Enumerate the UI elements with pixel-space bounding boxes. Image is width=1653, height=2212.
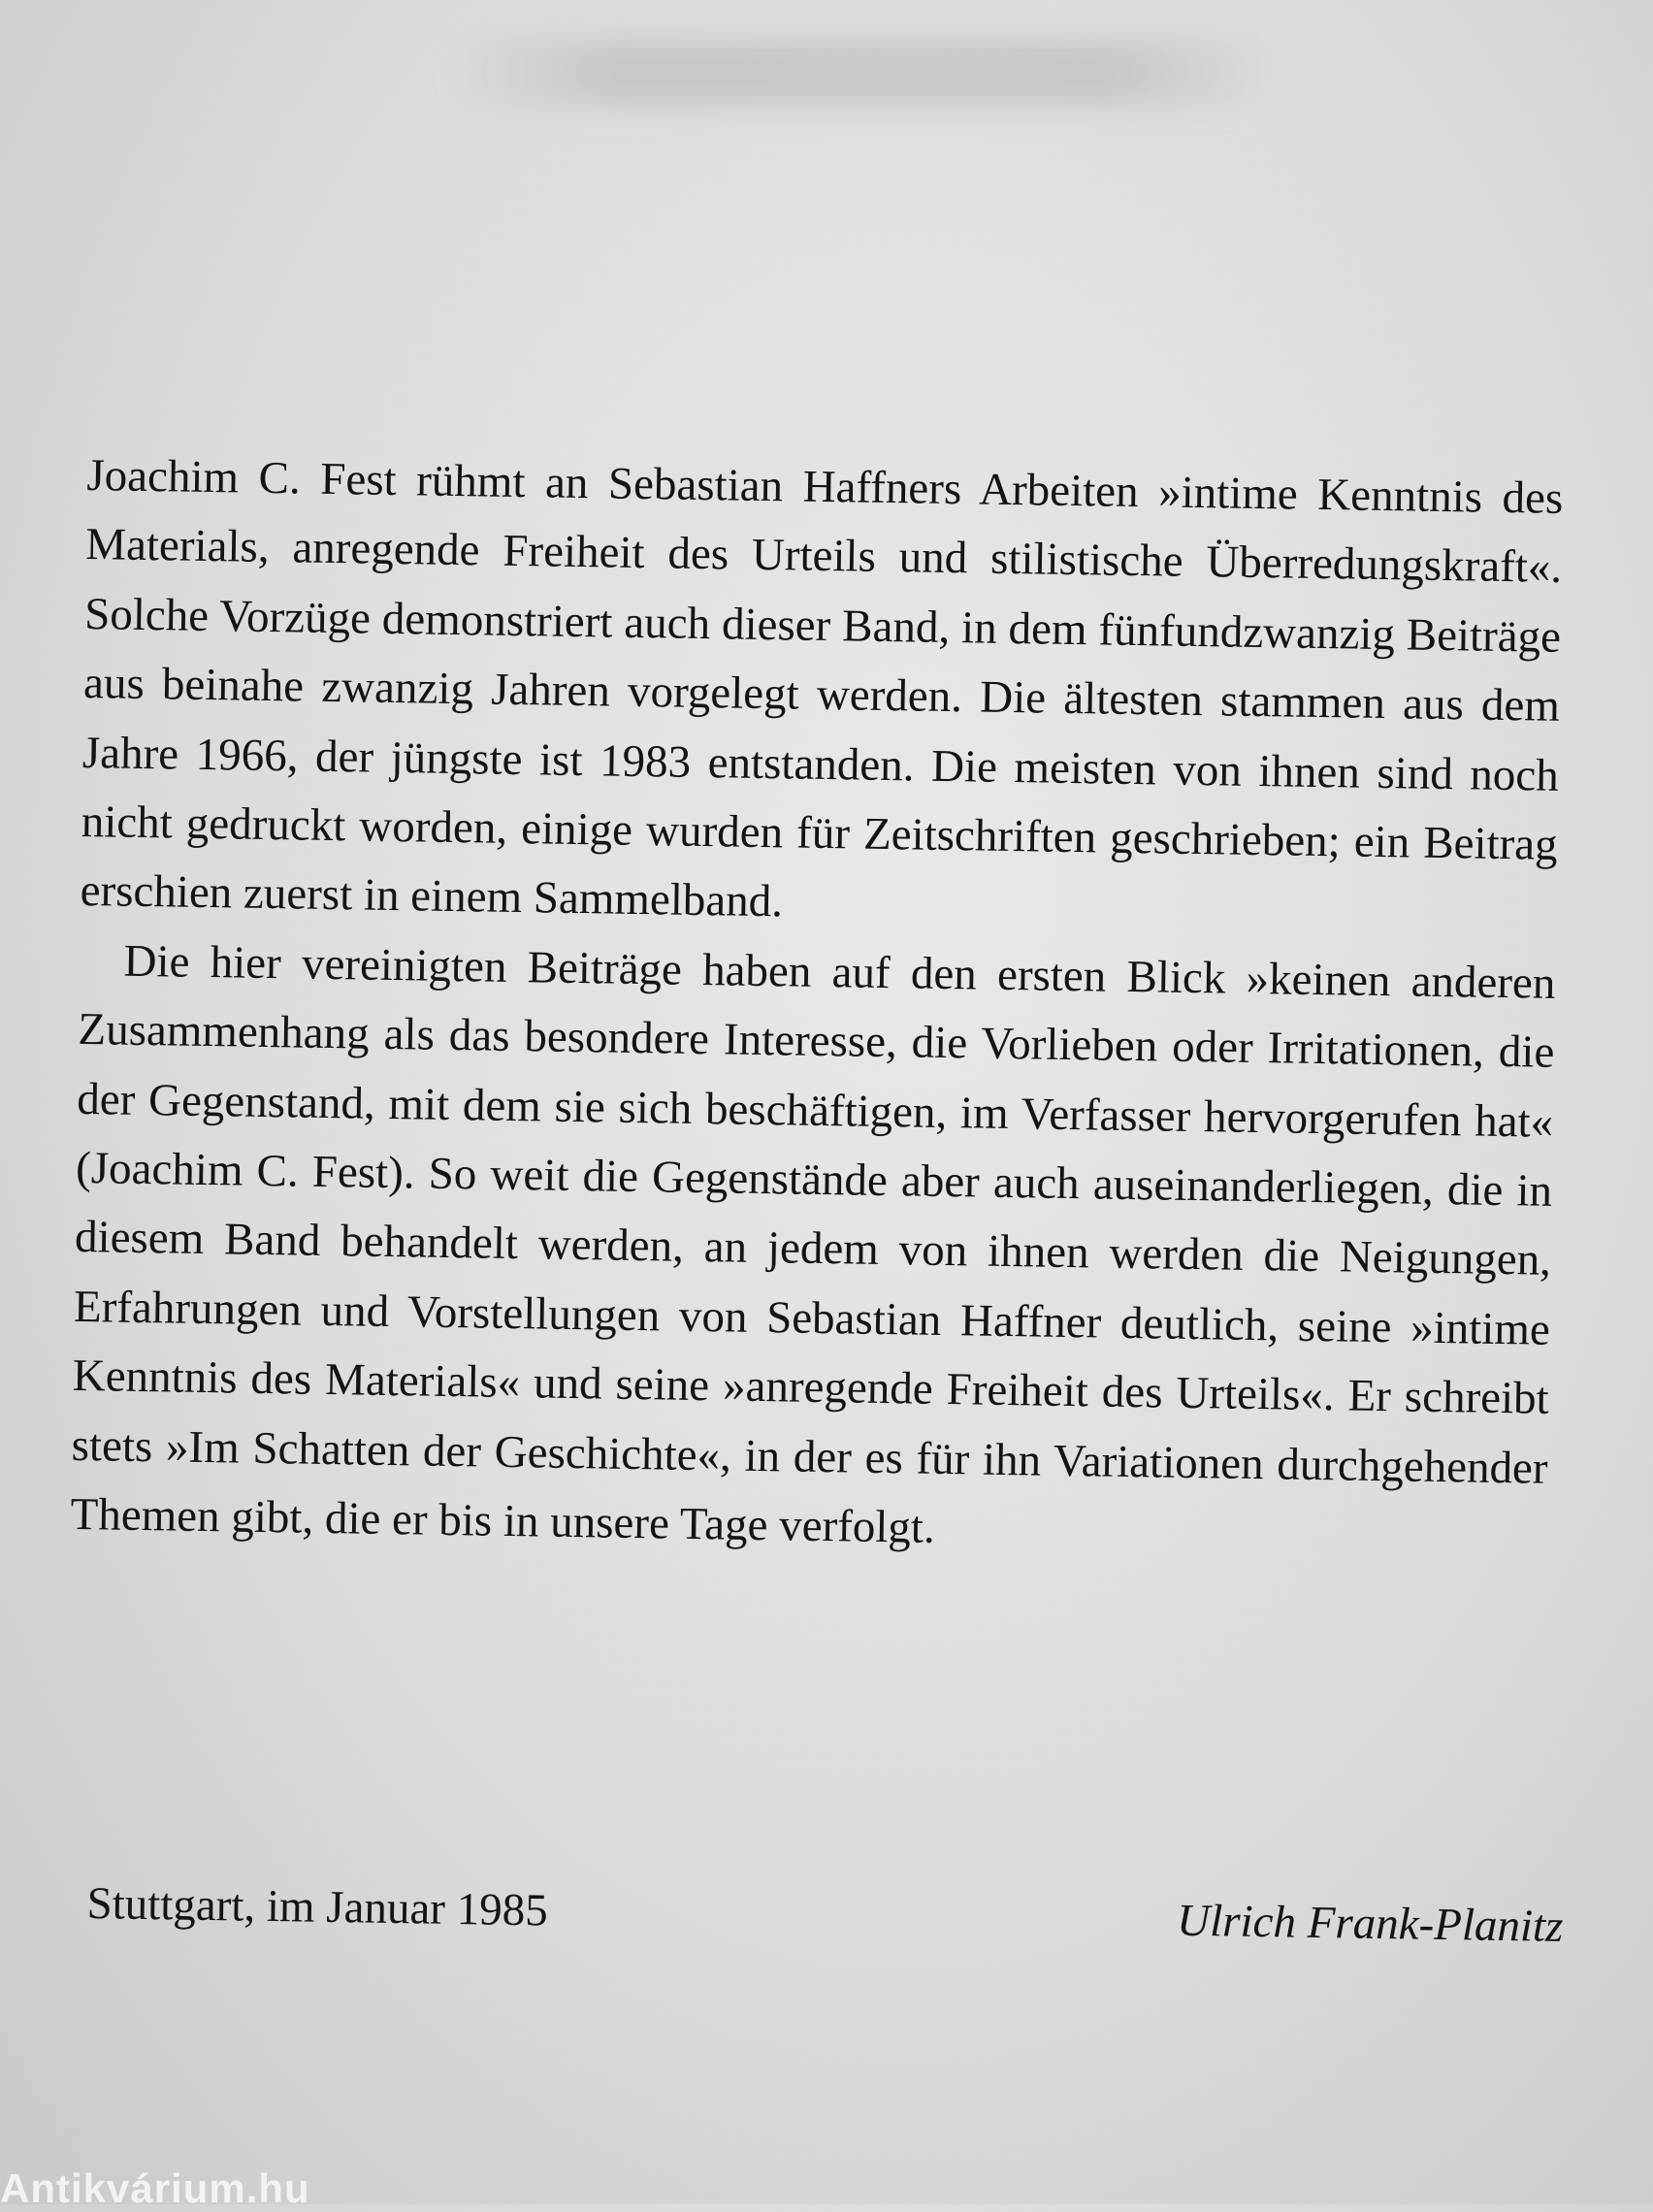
author-name: Ulrich Frank-Planitz [1176, 1895, 1564, 1952]
paragraph-1: Joachim C. Fest rühmt an Sebastian Haffners Arbeiten »intime Kenntnis des Materials, anregende Freiheit des Urteils und stilistische Überredungskraft«. Solche Vorzüge demonstriert auch dieser Band, in dem fünfundzwanzig Beiträge aus beinahe zwanzig Jahren vorgelegt werden. Die ältesten stammen aus dem Jahre 1966, der jüngste ist 1983 entstanden. Die meisten von ihnen sind noch nicht gedruckt worden, einige wurden für Zeitschriften geschrieben; ein Beitrag erschien zuerst in einem Sammelband. [80, 449, 1564, 927]
foreword-body [70, 441, 1564, 1573]
bleed-through-heading [446, 39, 1280, 107]
paragraph-2: Die hier vereinigten Beiträge haben auf den ersten Blick »keinen anderen Zusammenhang als das besondere Interesse, die Vorlieben oder Irritationen, die der Gegenstand, mit dem sie sich beschäftigen, im Verfasser hervorgerufen hat« (Joachim C. Fest). So weit die Gegenstände aber auch auseinanderliegen, die in diesem Band behandelt werden, an jedem von ihnen werden die Neigungen, Erfahrungen und Vorstellungen von Sebastian Haffner deutlich, seine »intime Kenntnis des Materials« und seine »anregende Freiheit des Urteils«. Er schreibt stets »Im Schatten der Geschichte«, in der es für ihn Variationen durchgehender Themen gibt, die er bis in unsere Tage verfolgt. [70, 935, 1556, 1553]
place-date: Stuttgart, im Januar 1985 [86, 1877, 549, 1936]
signature-row [86, 1877, 1564, 1968]
watermark: Antikvárium.hu [0, 2165, 310, 2211]
